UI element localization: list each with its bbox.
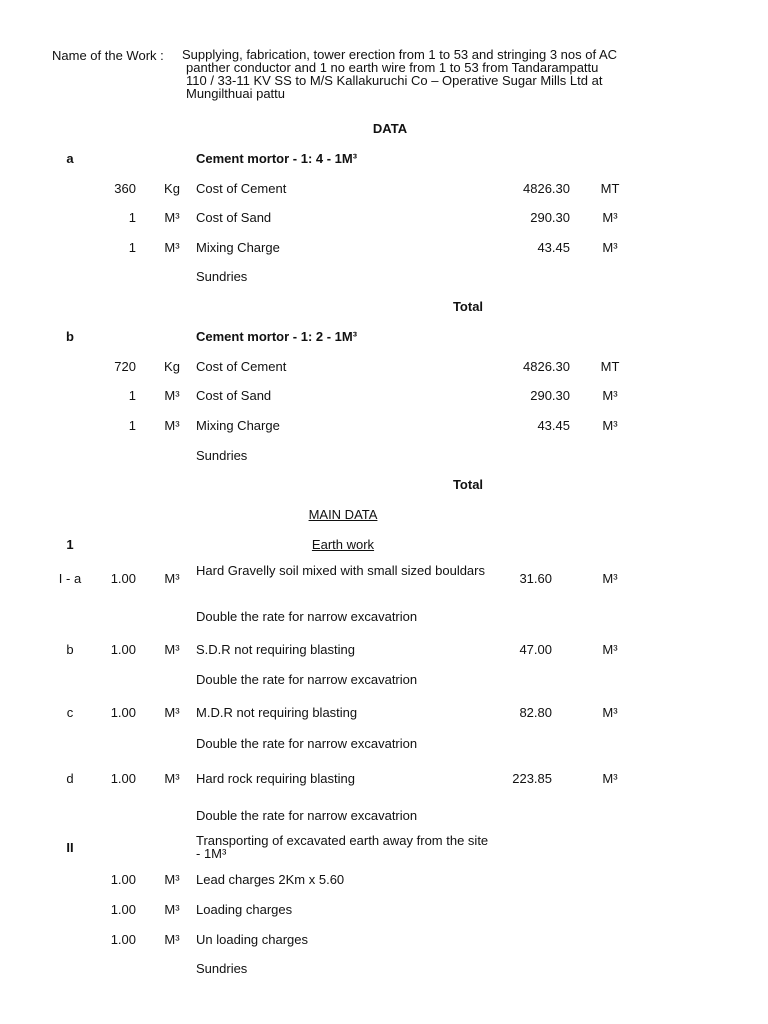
section-title: Cement mortor - 1: 4 - 1M³	[196, 151, 358, 166]
work-name-line: panther conductor and 1 no earth wire from 1 to 53 from Tandarampattu	[186, 60, 599, 75]
row-qty: 1	[128, 388, 136, 403]
row-qty: 1	[128, 240, 136, 255]
row-desc: Mixing Charge	[196, 418, 280, 433]
row-qty: 1.00	[110, 571, 136, 586]
section-title: Earth work	[311, 537, 375, 552]
section-title: Transporting of excavated earth away from the site - 1M³	[196, 833, 489, 861]
row-rate: 290.30	[530, 388, 570, 403]
row-rate: 31.60	[519, 571, 552, 586]
work-name-line: Supplying, fabrication, tower erection from 1 to 53 and stringing 3 nos of AC	[182, 47, 618, 62]
row-rate-unit: M³	[602, 642, 618, 657]
row-qty: 1.00	[110, 771, 136, 786]
row-rate-unit: MT	[600, 181, 620, 196]
row-unit: M³	[164, 571, 180, 586]
row-unit: M³	[164, 388, 180, 403]
row-desc: Cost of Sand	[196, 210, 272, 225]
row-unit: Kg	[164, 359, 180, 374]
row-qty: 1.00	[110, 902, 136, 917]
total-label: Total	[452, 299, 484, 314]
row-rate-unit: M³	[602, 240, 618, 255]
row-unit: M³	[164, 642, 180, 657]
row-id: I - a	[58, 571, 82, 586]
main-data-title: MAIN DATA	[308, 507, 378, 522]
row-desc: Un loading charges	[196, 932, 309, 947]
row-desc: Hard Gravelly soil mixed with small sized bouldars	[196, 563, 485, 578]
row-unit: Kg	[164, 181, 180, 196]
row-note: Double the rate for narrow excavatrion	[196, 736, 418, 751]
row-desc: Cost of Sand	[196, 388, 272, 403]
row-id: d	[66, 771, 74, 786]
row-desc: Mixing Charge	[196, 240, 280, 255]
work-name-line: Mungilthuai pattu	[186, 86, 286, 101]
row-rate-unit: M³	[602, 571, 618, 586]
row-note: Double the rate for narrow excavatrion	[196, 672, 418, 687]
row-rate-unit: M³	[602, 771, 618, 786]
row-note: Double the rate for narrow excavatrion	[196, 609, 418, 624]
row-desc: Loading charges	[196, 902, 293, 917]
data-title: DATA	[372, 121, 408, 136]
row-unit: M³	[164, 210, 180, 225]
work-name-line: 110 / 33-11 KV SS to M/S Kallakuruchi Co – Operative Sugar Mills Ltd at	[186, 73, 603, 88]
row-desc: Cost of Cement	[196, 181, 287, 196]
row-desc: M.D.R not requiring blasting	[196, 705, 358, 720]
row-qty: 1.00	[110, 705, 136, 720]
section-id: b	[66, 329, 74, 344]
row-qty: 1.00	[110, 642, 136, 657]
row-rate: 4826.30	[523, 181, 570, 196]
sundries-label: Sundries	[196, 961, 248, 976]
total-label: Total	[452, 477, 484, 492]
row-unit: M³	[164, 902, 180, 917]
row-unit: M³	[164, 705, 180, 720]
row-desc: Lead charges 2Km x 5.60	[196, 872, 345, 887]
row-desc: Cost of Cement	[196, 359, 287, 374]
section-title: Cement mortor - 1: 2 - 1M³	[196, 329, 358, 344]
row-rate-unit: M³	[602, 210, 618, 225]
row-qty: 1	[128, 418, 136, 433]
row-id: c	[66, 705, 74, 720]
row-qty: 360	[114, 181, 136, 196]
row-rate-unit: MT	[600, 359, 620, 374]
row-unit: M³	[164, 872, 180, 887]
row-rate: 290.30	[530, 210, 570, 225]
row-note: Double the rate for narrow excavatrion	[196, 808, 418, 823]
row-rate: 43.45	[537, 240, 570, 255]
row-qty: 1.00	[110, 872, 136, 887]
row-qty: 1.00	[110, 932, 136, 947]
row-rate-unit: M³	[602, 705, 618, 720]
row-id: b	[66, 642, 74, 657]
row-qty: 720	[114, 359, 136, 374]
row-rate: 43.45	[537, 418, 570, 433]
row-unit: M³	[164, 418, 180, 433]
section-id: 1	[66, 537, 74, 552]
row-rate-unit: M³	[602, 418, 618, 433]
row-unit: M³	[164, 932, 180, 947]
row-desc: S.D.R not requiring blasting	[196, 642, 355, 657]
sundries-label: Sundries	[196, 448, 248, 463]
sundries-label: Sundries	[196, 269, 248, 284]
row-rate: 82.80	[519, 705, 552, 720]
work-name-label: Name of the Work :	[52, 48, 164, 63]
row-rate-unit: M³	[602, 388, 618, 403]
row-rate: 4826.30	[523, 359, 570, 374]
row-qty: 1	[128, 210, 136, 225]
row-rate: 47.00	[519, 642, 552, 657]
row-rate: 223.85	[512, 771, 552, 786]
row-desc: Hard rock requiring blasting	[196, 771, 355, 786]
row-unit: M³	[164, 771, 180, 786]
section-id: II	[66, 840, 74, 855]
section-id: a	[66, 151, 74, 166]
row-unit: M³	[164, 240, 180, 255]
work-name-text	[182, 48, 617, 100]
